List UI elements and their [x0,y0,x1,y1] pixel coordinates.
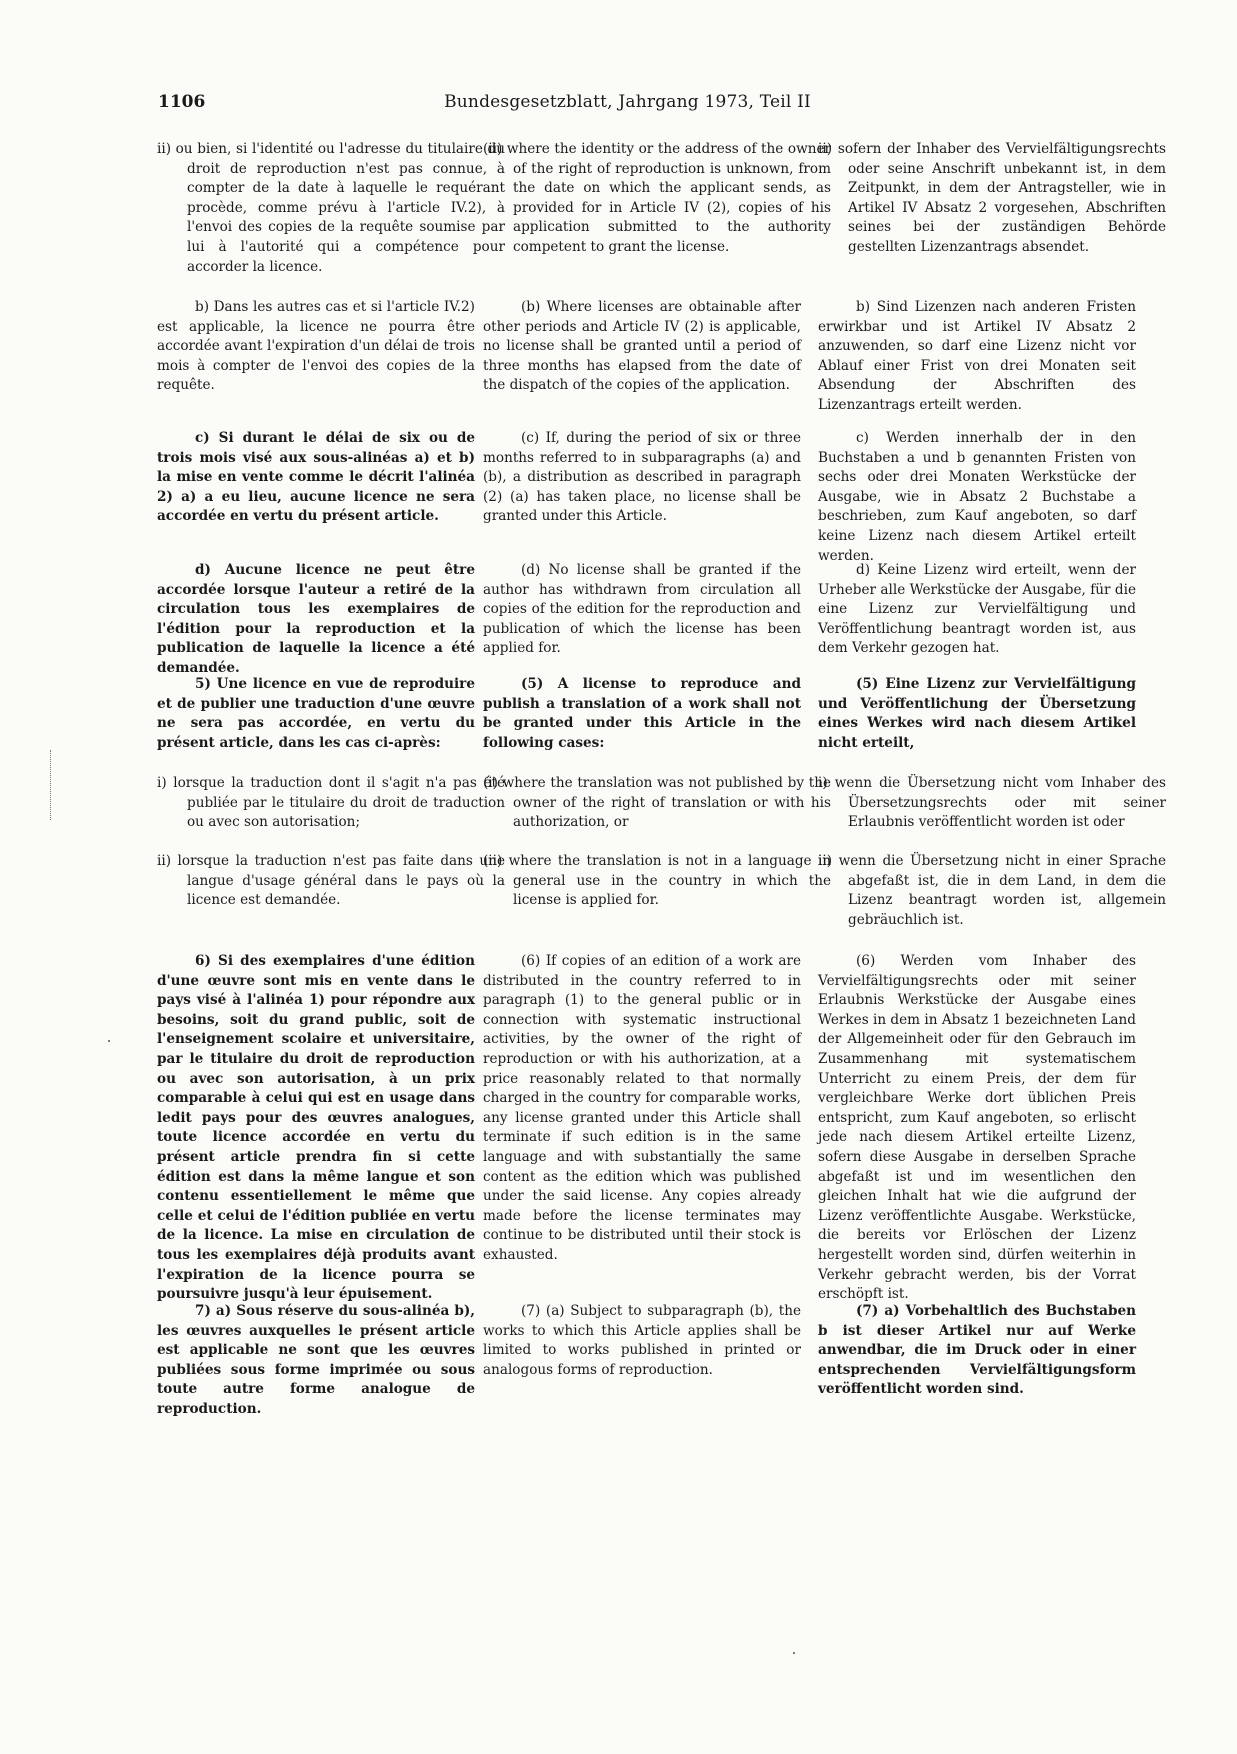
scan-margin-mark [50,750,52,820]
journal-title: Bundesgesetzblatt, Jahrgang 1973, Teil II [444,92,811,112]
de-paragraph-4b: b) Sind Lizenzen nach anderen Fristen erwirkbar und ist Artikel IV Absatz 2 anzuwenden, so darf eine Lizenz nicht vor Ablauf einer Frist von drei Monaten seit Absendung der Abschriften des Lizenzantrags erteilt werden. [818,299,1136,413]
en-paragraph-4b: (b) Where licenses are obtainable after other periods and Article IV (2) is applicable, no license shall be granted until a period of three months has elapsed from the date of the dispatch of the copies of the application. [483,299,801,394]
de-paragraph-4a-ii: ii) sofern der Inhaber des Vervielfältigungsrechts oder seine Anschrift unbekannt ist, in dem Zeitpunkt, in dem der Antragsteller, wie in Artikel IV Absatz 2 vorgesehen, Abschriften seines bei der zuständigen Behörde gestellten Lizenzantrags absendet. [818,141,1166,255]
fr-paragraph-4b: b) Dans les autres cas et si l'article IV.2) est applicable, la licence ne pourra être accordée avant l'expiration d'un délai de trois mois à compter de l'envoi des copies de la requête. [157,299,475,394]
fr-paragraph-4d: d) Aucune licence ne peut être accordée lorsque l'auteur a retiré de la circulation tous les exemplaires de l'édition pour la reproduction et la publication de laquelle la licence a été demandée. [157,562,475,676]
page-header [158,92,1097,122]
page-number: 1106 [158,92,206,112]
fr-paragraph-5: 5) Une licence en vue de reproduire et de publier une traduction d'une œuvre ne sera pas accordée, en vertu du présent article, dans les cas ci-après: [157,676,475,751]
en-paragraph-5-ii: (ii) where the translation is not in a language in general use in the country in which the license is applied for. [483,853,831,909]
de-paragraph-6: (6) Werden vom Inhaber des Vervielfältigungsrechts oder mit seiner Erlaubnis Werkstücke der Ausgabe eines Werkes in dem in Absatz 1 bezeichneten Land der Allgemeinheit oder für den Gebrauch im Zusammenhang mit systematischem Unterricht zu einem Preis, der dem für vergleichbare Werke dort üblichen Preis entspricht, zum Kauf angeboten, so erlischt jede nach diesem Artikel erteilte Lizenz, sofern diese Ausgabe in derselben Sprache abgefaßt ist und im wesentlichen den gleichen Inhalt hat wie die aufgrund der Lizenz veröffentlichte Ausgabe. Werkstücke, die bereits vor Erlöschen der Lizenz hergestellt worden sind, dürfen weiterhin in Verkehr gebracht werden, bis der Vorrat erschöpft ist. [818,953,1136,1303]
de-paragraph-4c: c) Werden innerhalb der in den Buchstaben a und b genannten Fristen von sechs oder drei Monaten Werkstücke der Ausgabe, wie in Absatz 2 Buchstabe a beschrieben, zum Kauf angeboten, so darf keine Lizenz nach diesem Artikel erteilt werden. [818,430,1136,564]
en-paragraph-6: (6) If copies of an edition of a work are distributed in the country referred to in paragraph (1) to the general public or in connection with systematic instructional activities, by the owner of the right of reproduction or with his authorization, at a price reasonably related to that normally charged in the country for comparable works, any license granted under this Article shall terminate if such edition is in the same language and with substantially the same content as the edition which was published under the said license. Any copies already made before the license terminates may continue to be distributed until their stock is exhausted. [483,953,801,1263]
de-paragraph-5-i: i) wenn die Übersetzung nicht vom Inhaber des Übersetzungsrechts oder mit seiner Erlaubnis veröffentlicht worden ist oder [818,775,1166,831]
fr-paragraph-5-i: i) lorsque la traduction dont il s'agit n'a pas été publiée par le titulaire du droit de traduction ou avec son autorisation; [157,775,505,831]
fr-paragraph-6: 6) Si des exemplaires d'une édition d'une œuvre sont mis en vente dans le pays visé à l'alinéa 1) pour répondre aux besoins, soit du grand public, soit de l'enseignement scolaire et universitaire, par le titulaire du droit de reproduction ou avec son autorisation, à un prix comparable à celui qui est en usage dans ledit pays pour des œuvres analogues, toute licence accordée en vertu du présent article prendra fin si cette édition est dans la même langue et son contenu essentiellement le même que celle et celui de l'édition publiée en vertu de la licence. La mise en circulation de tous les exemplaires déjà produits avant l'expiration de la licence pourra se poursuivre jusqu'à leur épuisement. [157,953,475,1303]
en-paragraph-4c: (c) If, during the period of six or three months referred to in subparagraphs (a) and (b), a distribution as described in paragraph (2) (a) has taken place, no license shall be granted under this Article. [483,430,801,525]
fr-paragraph-4c: c) Si durant le délai de six ou de trois mois visé aux sous-alinéas a) et b) la mise en vente comme le décrit l'alinéa 2) a) a eu lieu, aucune licence ne sera accordée en vertu du présent article. [157,430,475,525]
fr-paragraph-5-ii: ii) lorsque la traduction n'est pas faite dans une langue d'usage général dans le pays où la licence est demandée. [157,853,505,909]
scan-speck [108,1040,110,1042]
de-paragraph-4d: d) Keine Lizenz wird erteilt, wenn der Urheber alle Werkstücke der Ausgabe, für die eine Lizenz zur Vervielfältigung und Veröffentlichung beantragt worden ist, aus dem Verkehr gezogen hat. [818,562,1136,657]
de-paragraph-7a: (7) a) Vorbehaltlich des Buchstaben b ist dieser Artikel nur auf Werke anwendbar, die im Druck oder in einer entsprechenden Vervielfältigungsform veröffentlicht worden sind. [818,1303,1136,1398]
en-paragraph-4d: (d) No license shall be granted if the author has withdrawn from circulation all copies of the edition for the reproduction and publication of which the license has been applied for. [483,562,801,657]
de-paragraph-5-ii: ii) wenn die Übersetzung nicht in einer Sprache abgefaßt ist, die in dem Land, in dem die Lizenz beantragt worden ist, allgemein gebräuchlich ist. [818,853,1166,928]
en-paragraph-5: (5) A license to reproduce and publish a translation of a work shall not be granted under this Article in the following cases: [483,676,801,751]
fr-paragraph-4a-ii: ii) ou bien, si l'identité ou l'adresse du titulaire du droit de reproduction n'est pas connue, à compter de la date à laquelle le requérant procède, comme prévu à l'article IV.2), à l'envoi des copies de la requête soumise par lui à l'autorité qui a compétence pour accorder la licence. [157,141,505,275]
en-paragraph-4a-ii: (ii) where the identity or the address of the owner of the right of reproduction is unknown, from the date on which the applicant sends, as provided for in Article IV (2), copies of his application submitted to the authority competent to grant the license. [483,141,831,255]
de-paragraph-5: (5) Eine Lizenz zur Vervielfältigung und Veröffentlichung der Übersetzung eines Werkes wird nach diesem Artikel nicht erteilt, [818,676,1136,751]
fr-paragraph-7a: 7) a) Sous réserve du sous-alinéa b), les œuvres auxquelles le présent article est applicable ne sont que les œuvres publiées sous forme imprimée ou sous toute autre forme analogue de reproduction. [157,1303,475,1417]
scan-speck [793,1652,795,1654]
en-paragraph-7a: (7) (a) Subject to subparagraph (b), the works to which this Article applies shall be limited to works published in printed or analogous forms of reproduction. [483,1303,801,1378]
en-paragraph-5-i: (i) where the translation was not published by the owner of the right of translation or with his authorization, or [483,775,831,831]
